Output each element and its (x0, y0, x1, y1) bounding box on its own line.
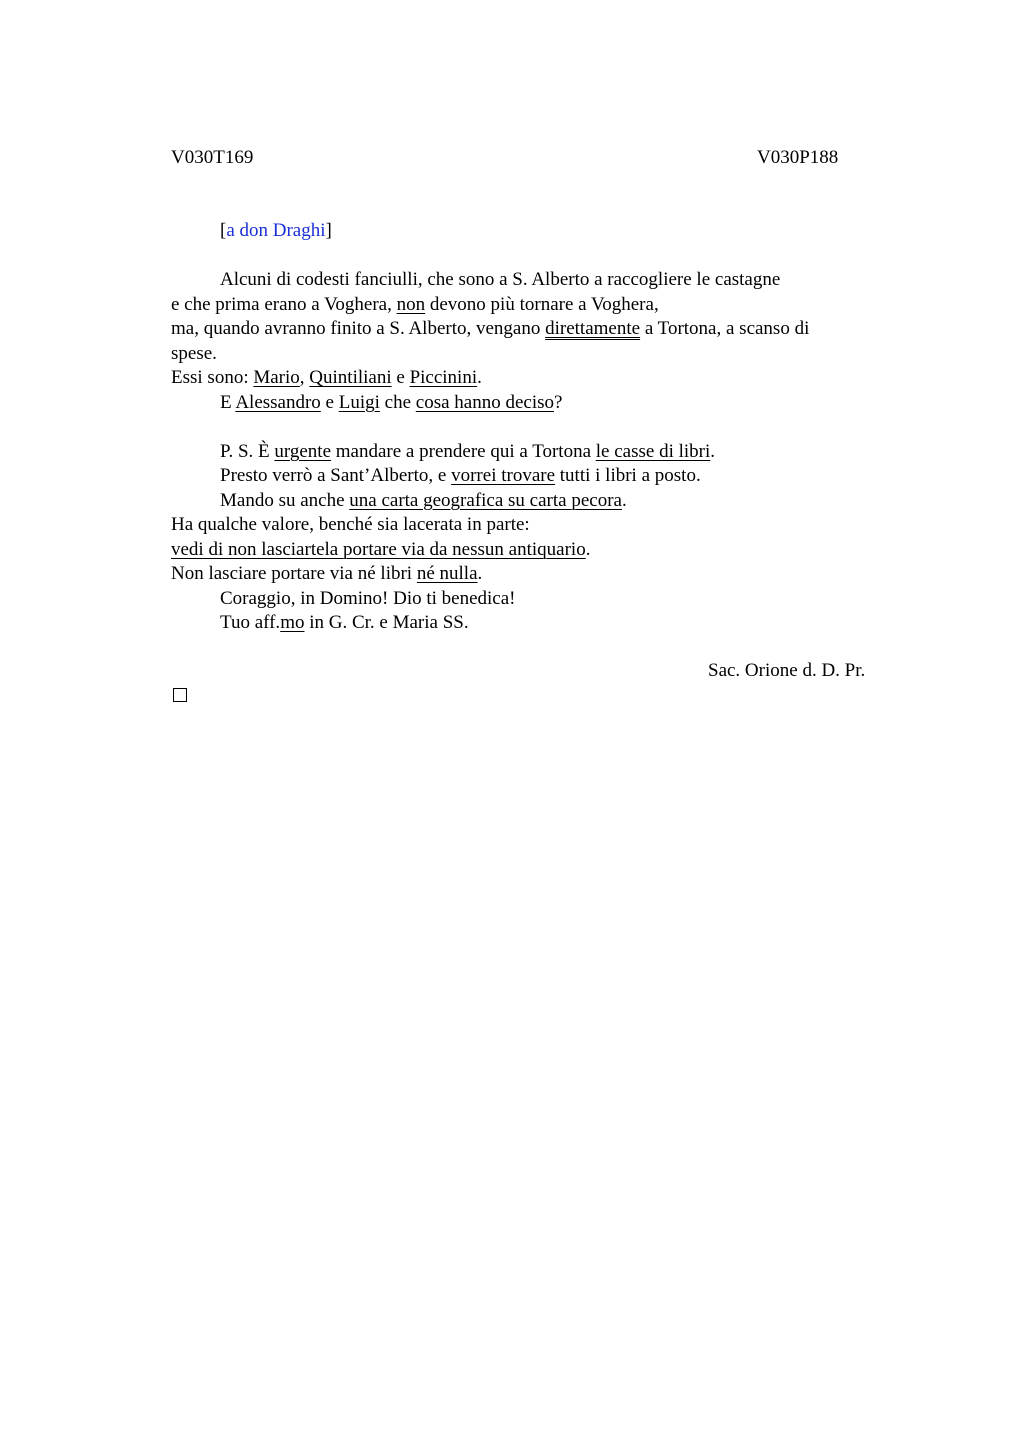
letter-line (171, 342, 891, 367)
underlined-text: vorrei trovare (451, 465, 556, 486)
text-span: mandare a prendere qui a Tortona (331, 440, 596, 462)
text-span: e (320, 391, 339, 413)
underlined-text: Quintiliani (309, 367, 392, 388)
closing-line (171, 611, 891, 636)
postscript-line (171, 513, 891, 538)
text-span: E (220, 391, 236, 413)
underlined-text: mo (280, 612, 305, 633)
paragraph-gap (171, 415, 891, 440)
text-span: Presto verrò a Sant’Alberto, e (220, 465, 452, 486)
underlined-text: le casse di libri (595, 440, 711, 462)
text-span: Tuo aff. (220, 612, 281, 633)
text-span: e (391, 367, 410, 388)
text-span: Ha qualche valore, benché sia lacerata in parte: (171, 514, 530, 535)
postscript-line (171, 587, 891, 612)
underlined-text: vedi di non lasciartela portare via da nessun antiquario (171, 538, 586, 560)
text-span: ? (554, 391, 563, 413)
end-marker-box-icon (173, 688, 187, 702)
text-span: ma, quando avranno finito a S. Alberto, vengano (171, 318, 546, 339)
document-code-right: V030P188 (757, 147, 839, 168)
text-span: tutti i libri a posto. (555, 465, 701, 486)
letter-line (171, 317, 891, 342)
text-span: . (621, 489, 627, 511)
underlined-text: Mario (253, 367, 300, 388)
text-span: Coraggio, in Domino! Dio ti benedica! (220, 587, 516, 609)
text-span: . (477, 563, 483, 584)
text-span: e che prima erano a Voghera, (171, 293, 397, 315)
underlined-text: Piccinini (409, 367, 478, 388)
text-span: devono più tornare a Voghera, (425, 293, 659, 315)
addressee-line (220, 220, 332, 242)
underlined-text: Luigi (338, 391, 380, 413)
signature: Sac. Orione d. D. Pr. (708, 660, 866, 681)
letter-line (171, 391, 891, 416)
letter-body (171, 268, 891, 636)
addressee-name: a don Draghi (226, 220, 326, 241)
postscript-line (171, 538, 891, 563)
text-span: che (379, 391, 416, 413)
text-span: . (477, 367, 482, 388)
underlined-text: cosa hanno deciso (415, 391, 555, 413)
letter-line (171, 293, 891, 318)
text-span: , (299, 367, 310, 388)
text-span: P. S. È (220, 440, 275, 462)
underlined-text: urgente (274, 440, 332, 462)
text-span: Mando su anche (220, 489, 350, 511)
addressee-open-bracket: [ (220, 220, 227, 241)
postscript-line (171, 562, 891, 587)
addressee-close-bracket: ] (325, 220, 332, 241)
underlined-text: né nulla (416, 563, 478, 584)
underlined-text: una carta geografica su carta pecora (349, 489, 622, 511)
text-span: in G. Cr. e Maria SS. (304, 612, 469, 633)
letter-line (171, 366, 891, 391)
document-code-left: V030T169 (171, 147, 254, 168)
text-span: Essi sono: (171, 367, 254, 388)
double-underlined-text: direttamente (545, 318, 641, 339)
text-span: spese. (171, 342, 217, 364)
text-span: . (710, 440, 716, 462)
underlined-text: non (396, 293, 426, 315)
letter-line (171, 268, 891, 293)
text-span: . (585, 538, 591, 560)
postscript-line (171, 440, 891, 465)
underlined-text: Alessandro (235, 391, 321, 413)
text-span: Non lasciare portare via né libri (171, 563, 417, 584)
text-span: Alcuni di codesti fanciulli, che sono a S. Alberto a raccogliere le castagne (220, 269, 781, 290)
text-span: a Tortona, a scanso di (640, 318, 810, 339)
postscript-line (171, 464, 891, 489)
postscript-line (171, 489, 891, 514)
